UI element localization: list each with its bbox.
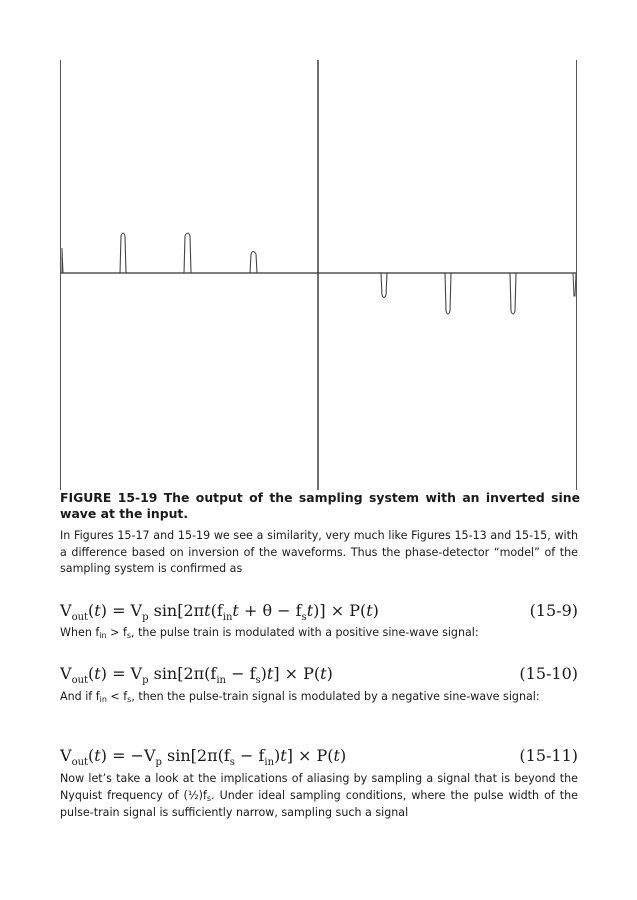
equation-number: (15-11): [519, 746, 578, 765]
paragraph-3: And if fin < fs, then the pulse-train signal is modulated by a negative sine-wave signal:: [60, 690, 540, 704]
pulse-positive-3: [250, 252, 257, 274]
pulse-negative-1: [381, 273, 387, 298]
equation-15-11-body: $V_{out}(t) = -V_p$ $\sin[2\pi(f_s - f_{in})t] \times P(t)$: [60, 746, 347, 768]
paragraph-1: In Figures 15-17 and 15-19 we see a similarity, very much like Figures 15-13 and 15-15, with a difference based on inversion of the waveforms. Thus the phase-detector “model” of the sampling system is confirmed as: [60, 529, 578, 575]
equation-number: (15-9): [529, 601, 578, 620]
equation-15-9: [60, 600, 578, 622]
equation-15-9-body: $V_{out}(t) = V_p$ $\sin[2\pi t(f_{in}t + \theta - f_st)] \times P(t)$: [60, 601, 379, 623]
pulse-positive-2: [184, 233, 191, 273]
pulse-negative-3: [510, 273, 516, 314]
equation-15-11: [60, 745, 578, 767]
pulse-negative-2: [445, 273, 451, 314]
equation-number: (15-10): [519, 664, 578, 683]
paragraph-2: When fin > fs, the pulse train is modulated with a positive sine-wave signal:: [60, 626, 479, 640]
equation-15-10-body: $V_{out}(t) = V_p$ $\sin[2\pi(f_{in} - f_s)t] \times P(t)$: [60, 664, 333, 686]
pulse-edge-right: [573, 273, 576, 296]
pulse-positive-1: [120, 233, 126, 273]
equation-15-10: [60, 663, 578, 685]
paragraph-4: Now let’s take a look at the implications of aliasing by sampling a signal that is beyond the Nyquist frequency of (½)fs. Under ideal sampling conditions, where the pulse width of the pulse-train signal is sufficiently narrow, sampling such a signal: [60, 772, 578, 819]
figure-caption: FIGURE 15-19 The output of the sampling system with an inverted sine wave at the input.: [60, 490, 580, 521]
